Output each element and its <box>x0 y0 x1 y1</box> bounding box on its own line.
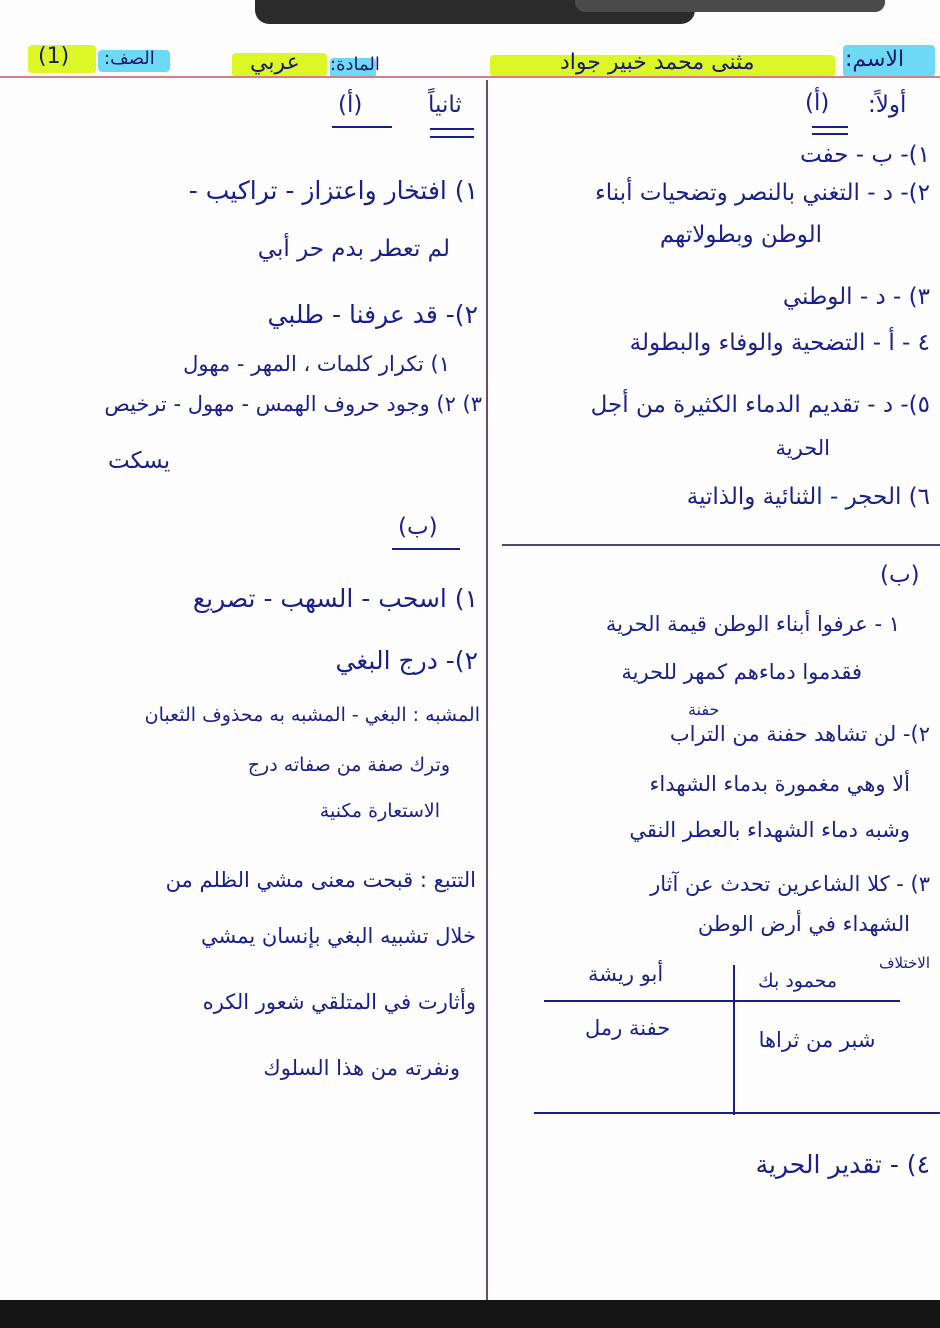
answer-line: الحرية <box>775 436 830 460</box>
right-part-a-label: (أ) <box>805 90 830 116</box>
answer-line: ٤ - أ - التضحية والوفاء والبطولة <box>629 330 930 356</box>
answer-line: ٢)- لن تشاهد حفنة من التراب <box>669 722 930 746</box>
answer-line: وشبه دماء الشهداء بالعطر النقي <box>629 818 910 842</box>
grade-label: الصف: <box>104 48 155 69</box>
answer-line: لم تعطر بدم حر أبي <box>257 236 450 262</box>
answer-line: التتبع : قبحت معنى مشي الظلم من <box>165 868 476 892</box>
table-header-cell: محمود بك <box>758 970 838 992</box>
table-header-cell: أبو ريشة <box>588 962 664 986</box>
answer-line: الشهداء في أرض الوطن <box>697 912 910 936</box>
answer-line: ١) اسحب - السهب - تصريع <box>192 584 478 613</box>
answer-line: وأثارت في المتلقي شعور الكره <box>202 990 476 1014</box>
section-divider <box>502 544 940 546</box>
section-two-title: ثانياً <box>428 92 462 118</box>
underline-mark <box>430 128 474 130</box>
answer-line: ١) تكرار كلمات ، المهر - مهول <box>183 352 450 376</box>
answer-line: الوطن وبطولاتهم <box>659 222 822 248</box>
section-one-title: أولاً: <box>868 92 907 118</box>
answer-line: ٤) - تقدير الحرية <box>755 1150 930 1179</box>
table-cell: شبر من ثراها <box>758 1028 876 1052</box>
answer-line: ٢)- درج البغي <box>335 646 478 675</box>
answer-line: ٢)- د - التغني بالنصر وتضحيات أبناء <box>594 180 930 206</box>
subject-label: المادة: <box>330 54 380 75</box>
answer-line: الاختلاف <box>878 954 930 972</box>
answer-line: ألا وهي مغمورة بدماء الشهداء <box>649 772 910 796</box>
grade-value: (1) <box>38 44 70 69</box>
answer-line: المشبه : البغي - المشبه به محذوف الثعبان <box>144 704 480 726</box>
answer-line: ١) افتخار واعتزاز - تراكيب - <box>188 176 478 205</box>
name-value: مثنى محمد خبير جواد <box>560 50 755 75</box>
answer-line: ١)- ب - حفت <box>800 142 930 168</box>
answer-line: ٣) - كلا الشاعرين تحدث عن آثار <box>650 872 930 896</box>
answer-line: الاستعارة مكنية <box>319 800 440 822</box>
underline-mark <box>430 136 474 138</box>
table-cell: حفنة رمل <box>585 1016 671 1040</box>
answer-line: يسكت <box>108 448 171 474</box>
annotation-word: حفنة <box>688 700 720 719</box>
table-header-rule <box>544 1000 900 1002</box>
bottom-border <box>0 1300 940 1328</box>
answer-line: ١ - عرفوا أبناء الوطن قيمة الحرية <box>605 612 900 636</box>
answer-line: ونفرته من هذا السلوك <box>263 1056 460 1080</box>
answer-line: ٣) - د - الوطني <box>782 284 930 310</box>
underline-mark <box>812 126 848 128</box>
clipboard-clip <box>255 0 695 24</box>
name-label: الاسم: <box>845 47 905 72</box>
left-part-a-label: (أ) <box>338 92 363 118</box>
underline-mark <box>332 126 392 128</box>
subject-value: عربي <box>250 50 300 75</box>
answer-line: ٦) الحجر - الثنائية والذاتية <box>686 484 930 510</box>
right-part-b-label: (ب) <box>880 562 920 588</box>
answer-line: ٥)- د - تقديم الدماء الكثيرة من أجل <box>590 392 930 418</box>
answer-line: ٢)- قد عرفنا - طلبي <box>267 300 478 329</box>
underline-mark <box>812 133 848 135</box>
answer-line: خلال تشبيه البغي بإنسان يمشي <box>200 924 476 948</box>
left-part-b-label: (ب) <box>398 514 438 540</box>
underline-mark <box>392 548 460 550</box>
answer-line: وترك صفة من صفاته درج <box>247 754 450 776</box>
answer-line: ٣) ٢) وجود حروف الهمس - مهول - ترخيص <box>104 392 482 416</box>
table-column-rule <box>733 965 735 1115</box>
answer-line: فقدموا دماءهم كمهر للحرية <box>621 660 862 684</box>
header-rule <box>0 76 940 78</box>
column-divider <box>486 80 488 1300</box>
table-bottom-rule <box>534 1112 940 1114</box>
